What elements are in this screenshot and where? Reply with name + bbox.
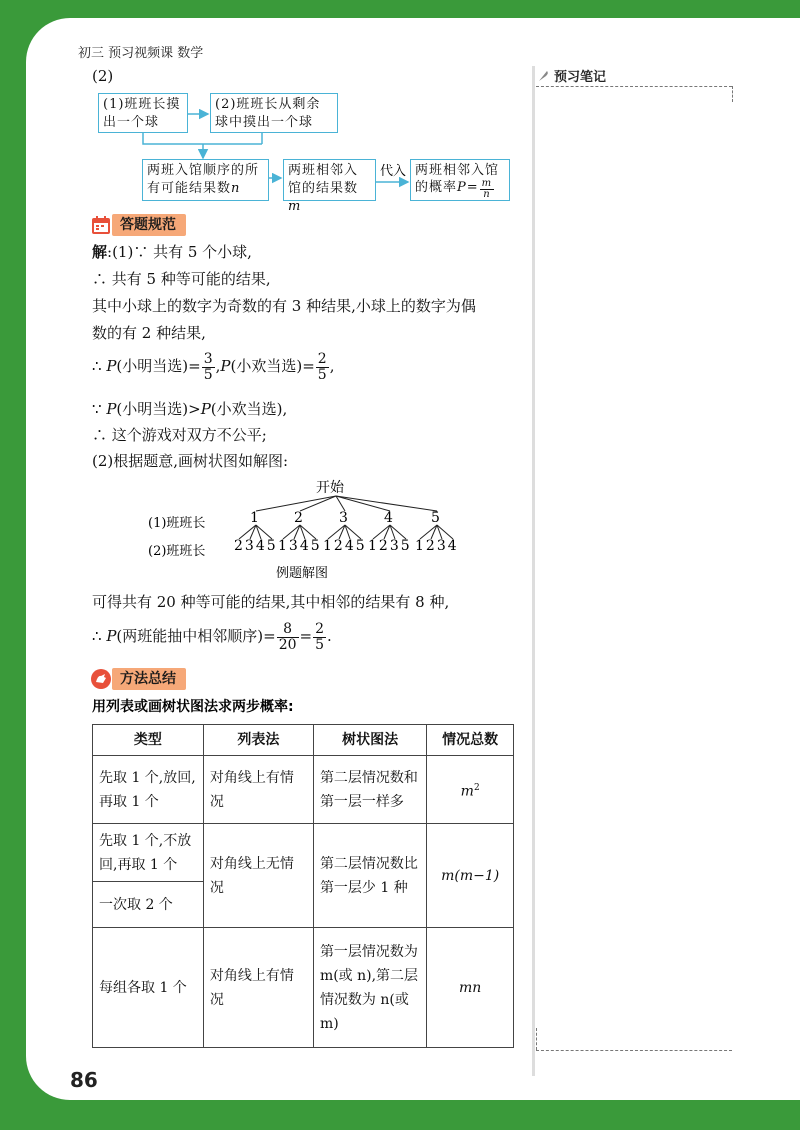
cell-table: 对角线上有情况	[203, 756, 313, 824]
l5c: (小欢当选)=	[230, 357, 315, 375]
comma-2: ,	[329, 357, 335, 375]
hand-icon	[90, 668, 112, 690]
l10b: (两班能抽中相邻顺序)=	[116, 627, 276, 645]
f3d: 20	[278, 636, 297, 653]
cell-type: 每组各取 1 个	[93, 928, 204, 1048]
prob-line1: 两班相邻入馆	[415, 163, 500, 178]
f4n: 2	[315, 620, 325, 637]
l10a: ∴	[92, 627, 107, 645]
summary-table	[92, 724, 514, 1048]
tree-leaves-5: 1234	[415, 538, 459, 554]
table-row	[93, 756, 514, 824]
l6a: ∵	[92, 400, 107, 418]
tree-node-5: 5	[431, 510, 440, 526]
frac-8-20	[277, 622, 299, 653]
comma: ,	[215, 357, 221, 375]
solution-line-8: (2)根据题意,画树状图如解图:	[92, 452, 289, 470]
cell-tree: 第一层情况数为 m(或 n),第二层情况数为 n(或 m)	[313, 928, 426, 1048]
solution-line-10	[92, 618, 332, 654]
page	[26, 18, 800, 1100]
flow-step-adjacent-text: 两班相邻入馆的结果数	[288, 163, 359, 196]
tree-leaves-4: 1235	[368, 538, 412, 554]
cell-total	[427, 756, 514, 824]
summary-intro: 用列表或画树状图法求两步概率:	[92, 699, 294, 715]
tree-node-3: 3	[339, 510, 348, 526]
total-mn: mn	[459, 979, 482, 996]
cell-type: 先取 1 个,放回,再取 1 个	[93, 756, 204, 824]
var-n: n	[231, 181, 241, 196]
f4d: 5	[315, 636, 325, 653]
col-total: 情况总数	[427, 725, 514, 756]
solution-line-7: ∴ 这个游戏对双方不公平;	[92, 426, 267, 444]
cell-tree: 第二层情况数比第一层少 1 种	[313, 824, 426, 928]
tree-level2-label: (2)班班长	[148, 544, 206, 559]
tree-node-1: 1	[250, 510, 259, 526]
total-exp: 2	[473, 782, 480, 793]
tree-leaves-2: 1345	[278, 538, 322, 554]
part-label: (2)	[92, 67, 114, 85]
frac-m: m	[481, 178, 493, 189]
table-row	[93, 928, 514, 1048]
tree-node-2: 2	[294, 510, 303, 526]
f3n: 8	[277, 622, 299, 638]
solution-line-4: 数的有 2 种结果,	[92, 324, 206, 342]
f1d: 5	[203, 366, 213, 383]
substitute-label: 代入	[380, 164, 407, 179]
total-mm1: m(m−1)	[441, 867, 500, 884]
flow-step-probability: 两班相邻入馆 的概率P= $\frac{m}{n}$	[410, 159, 510, 201]
tree-caption: 例题解图	[276, 566, 329, 581]
tree-root: 开始	[316, 480, 344, 496]
f2n: 2	[317, 350, 327, 367]
solution-line-2: ∴ 共有 5 种等可能的结果,	[92, 270, 271, 288]
p-symbol-1: P	[106, 357, 117, 375]
prob-line2: 的概率	[415, 180, 458, 195]
solution-line-9: 可得共有 20 种等可能的结果,其中相邻的结果有 8 种,	[92, 593, 450, 611]
notes-border-bottom	[536, 1050, 732, 1051]
table-row	[93, 824, 514, 882]
f2d: 5	[317, 366, 327, 383]
period: .	[327, 627, 332, 645]
var-m: m	[288, 199, 302, 214]
notes-border-right	[732, 86, 733, 102]
solution-l1-text: :(1)∵ 共有 5 个小球,	[107, 243, 252, 261]
p-symbol-4: P	[200, 400, 211, 418]
col-table-method: 列表法	[203, 725, 313, 756]
tree-level1-label: (1)班班长	[148, 516, 206, 531]
flow-step-2-text: (2)班班长从剩余球中摸出一个球	[215, 97, 321, 130]
tree-leaves-1: 2345	[234, 538, 278, 554]
l6c: (小欢当选),	[210, 400, 288, 418]
frac-2-5-b	[313, 622, 326, 653]
notes-title: 预习笔记	[554, 70, 607, 85]
p-symbol-2: P	[220, 357, 231, 375]
cell-type: 先取 1 个,不放回,再取 1 个	[93, 824, 204, 882]
col-tree-method: 树状图法	[313, 725, 426, 756]
l5a: ∴	[92, 357, 107, 375]
cell-tree: 第二层情况数和第一层一样多	[313, 756, 426, 824]
answer-standard-badge: 答题规范	[112, 214, 186, 236]
method-summary-badge: 方法总结	[112, 668, 186, 690]
total-base: m	[460, 783, 474, 800]
cell-type: 一次取 2 个	[93, 882, 204, 928]
table-header-row	[93, 725, 514, 756]
col-type: 类型	[93, 725, 204, 756]
solution-line-3: 其中小球上的数字为奇数的有 3 种结果,小球上的数字为偶	[92, 297, 476, 315]
page-number: 86	[70, 1068, 98, 1092]
notes-border-top	[536, 86, 732, 87]
cell-table: 对角线上有情况	[203, 928, 313, 1048]
f1n: 3	[203, 350, 213, 367]
tree-branches	[26, 18, 546, 578]
cell-total	[427, 824, 514, 928]
flow-step-total-text: 两班入馆顺序的所有可能结果数	[147, 163, 260, 196]
var-p: P	[457, 180, 467, 195]
cell-total	[427, 928, 514, 1048]
frac-n: n	[483, 189, 491, 200]
l6b: (小明当选)>	[116, 400, 201, 418]
p-symbol-3: P	[106, 400, 117, 418]
eq-sign: =	[299, 627, 313, 645]
cell-table: 对角线上无情况	[203, 824, 313, 928]
l5b: (小明当选)=	[116, 357, 201, 375]
flow-step-1-text: (1)班班长摸出一个球	[103, 97, 181, 130]
running-header: 初三 预习视频课 数学	[78, 46, 204, 61]
tree-node-4: 4	[384, 510, 393, 526]
p-symbol-5: P	[106, 627, 117, 645]
solution-lead: 解	[92, 243, 108, 261]
tree-leaves-3: 1245	[323, 538, 367, 554]
notes-border-left	[536, 1028, 537, 1050]
